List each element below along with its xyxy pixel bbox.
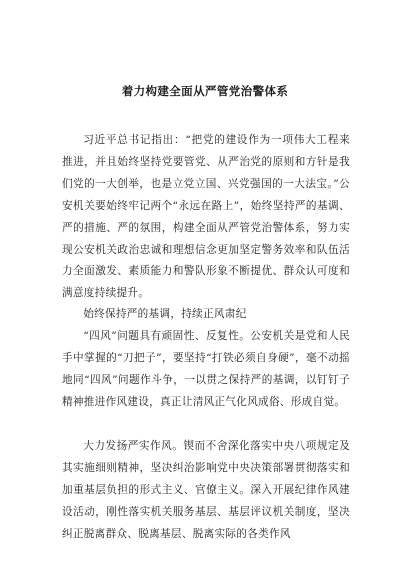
paragraph-3: 大力发扬严实作风。锲而不舍深化落实中央八项规定及其实施细则精神，坚决纠治影响党中央决策部署贯彻落实和加重基层负担的形式主义、官僚主义。深入开展纪律作风建设活动，刚性落实机关服务基层、基层评议机关制度，坚决纠正脱离群众、脱离基层、脱离实际的各类作风 <box>62 440 350 540</box>
paragraph-2: “四风”问题具有顽固性、反复性。公安机关是党和人民手中掌握的“刀把子”，要坚持“打铁必须自身硬”，毫不动摇地同“四风”问题作斗争，一以贯之保持严的基调，以钉钉子精神推进作风建设，真正让清风正气化风成俗、形成自觉。 <box>62 330 350 408</box>
section-heading-1: 始终保持严的基调，持续正风肃纪 <box>83 308 247 320</box>
document-title: 着力构建全面从严管党治警体系 <box>121 84 289 98</box>
paragraph-1: 习近平总书记指出：“把党的建设作为一项伟大工程来推进，并且始终坚持党要管党、从严治党的原则和方针是我们党的一大创举，也是立党立国、兴党强国的一大法宝。”公安机关要始终牢记两个“永远在路上”，始终坚持严的基调、严的措施、严的氛围，构建全面从严管党治警体系，努力实现公安机关政治忠诚和理想信念更加坚定警务效率和队伍活力全面激发、素质能力和警队形象不断提优、群众认可度和满意度持续提升。 <box>62 134 350 300</box>
